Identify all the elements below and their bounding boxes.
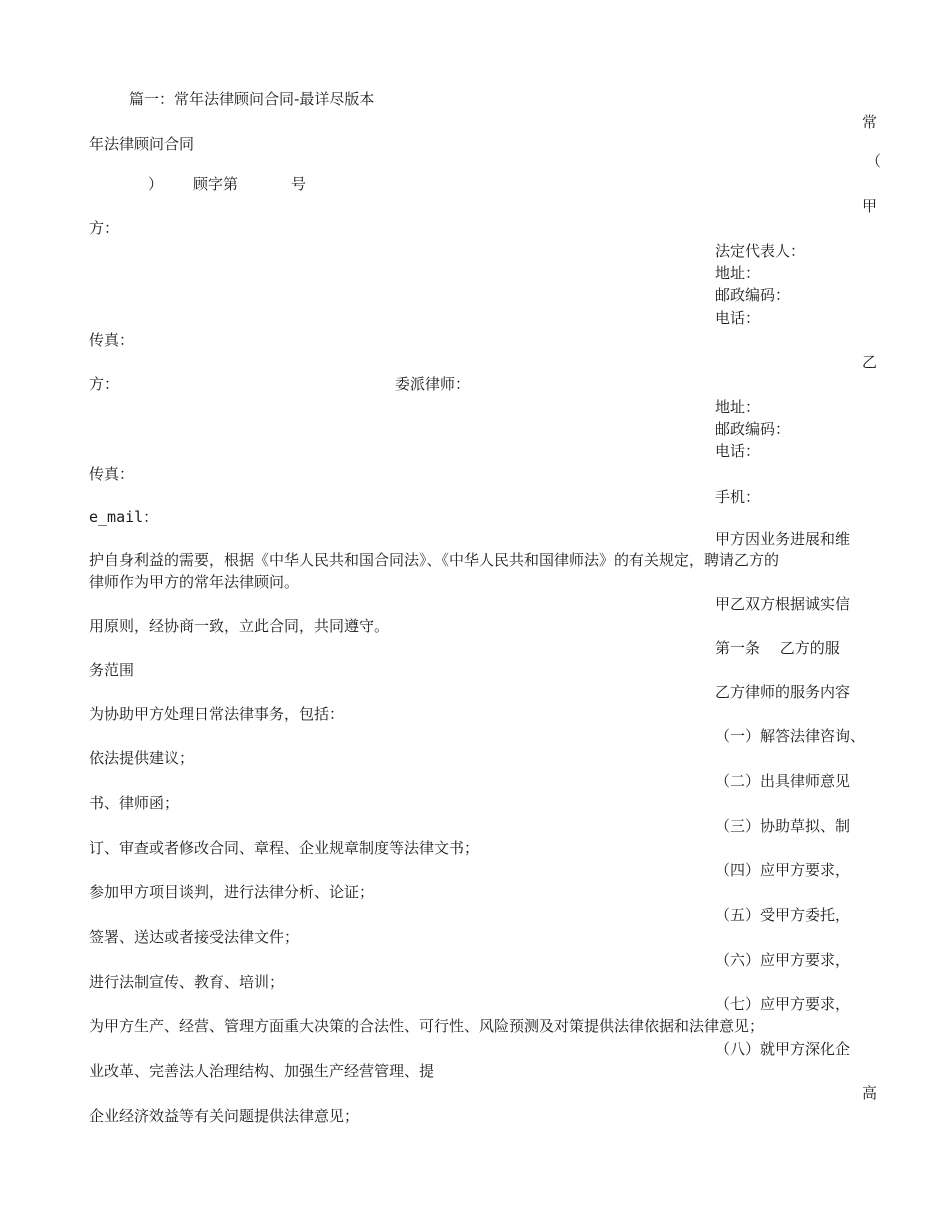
paragraph-line: 企业经济效益等有关问题提供法律意见； bbox=[89, 1107, 360, 1125]
party-b-lawyer: 委派律师： bbox=[395, 375, 471, 393]
list-item: 书、律师函； bbox=[89, 794, 180, 812]
list-item: 依法提供建议； bbox=[89, 749, 195, 767]
list-item: （六）应甲方要求， bbox=[715, 951, 851, 969]
party-a-legal-rep: 法定代表人： bbox=[715, 242, 806, 260]
party-a-label: 方： bbox=[89, 219, 120, 237]
party-b-phone: 电话： bbox=[715, 442, 761, 460]
list-item: 进行法制宣传、教育、培训； bbox=[89, 973, 285, 991]
party-b-mobile: 手机： bbox=[715, 488, 761, 506]
party-b-email: e_mail： bbox=[89, 508, 159, 526]
paragraph-line: 为协助甲方处理日常法律事务，包括： bbox=[89, 705, 345, 723]
list-item: （四）应甲方要求， bbox=[715, 861, 851, 879]
list-item: 签署、送达或者接受法律文件； bbox=[89, 928, 300, 946]
list-item: （七）应甲方要求， bbox=[715, 995, 851, 1013]
party-b-postcode: 邮政编码： bbox=[715, 420, 791, 438]
paragraph-line: 乙方律师的服务内容 bbox=[715, 683, 851, 701]
text-line: 年法律顾问合同 bbox=[89, 135, 195, 153]
paragraph-line: 律师作为甲方的常年法律顾问。 bbox=[89, 573, 300, 591]
contract-no-suffix: 号 bbox=[291, 175, 307, 193]
list-item: 订、审查或者修改合同、章程、企业规章制度等法律文书； bbox=[89, 839, 480, 857]
party-b-address: 地址： bbox=[715, 398, 761, 416]
party-a-postcode: 邮政编码： bbox=[715, 286, 791, 304]
list-item: （三）协助草拟、制 bbox=[715, 817, 851, 835]
party-b-fax: 传真： bbox=[89, 465, 135, 483]
paragraph-line: 甲方因业务进展和维 bbox=[715, 530, 851, 548]
paragraph-line: 甲乙双方根据诚实信 bbox=[715, 595, 851, 613]
text-fragment: 高 bbox=[862, 1084, 878, 1102]
list-item: 参加甲方项目谈判，进行法律分析、论证； bbox=[89, 883, 375, 901]
party-b-label: 方： bbox=[89, 375, 120, 393]
list-item: （五）受甲方委托， bbox=[715, 906, 851, 924]
text-fragment: 乙 bbox=[862, 353, 878, 371]
list-item: 为甲方生产、经营、管理方面重大决策的合法性、可行性、风险预测及对策提供法律依据和法律意见； bbox=[89, 1017, 765, 1035]
contract-no-label: 顾字第 bbox=[193, 175, 239, 193]
party-a-address: 地址： bbox=[715, 264, 761, 282]
list-item: （二）出具律师意见 bbox=[715, 772, 851, 790]
text-fragment: 甲 bbox=[862, 197, 878, 215]
text-fragment: （ bbox=[866, 152, 882, 170]
paragraph-line: 用原则，经协商一致，立此合同，共同遵守。 bbox=[89, 617, 390, 635]
list-item: （一）解答法律咨询、 bbox=[715, 727, 866, 745]
article-heading: 务范围 bbox=[89, 661, 135, 679]
list-item: （八）就甲方深化企 bbox=[715, 1040, 851, 1058]
document-title: 篇一：常年法律顾问合同-最详尽版本 bbox=[129, 90, 375, 108]
text-fragment: 常 bbox=[862, 113, 878, 131]
contract-no-paren: ） bbox=[148, 175, 164, 193]
list-item: 业改革、完善法人治理结构、加强生产经营管理、提 bbox=[89, 1062, 435, 1080]
paragraph-line: 护自身利益的需要，根据《中华人民共和国合同法》、《中华人民共和国律师法》的有关规定，聘请乙方的 bbox=[89, 551, 780, 569]
article-heading: 第一条 乙方的服 bbox=[715, 639, 840, 657]
party-a-fax: 传真： bbox=[89, 331, 135, 349]
party-a-phone: 电话： bbox=[715, 309, 761, 327]
